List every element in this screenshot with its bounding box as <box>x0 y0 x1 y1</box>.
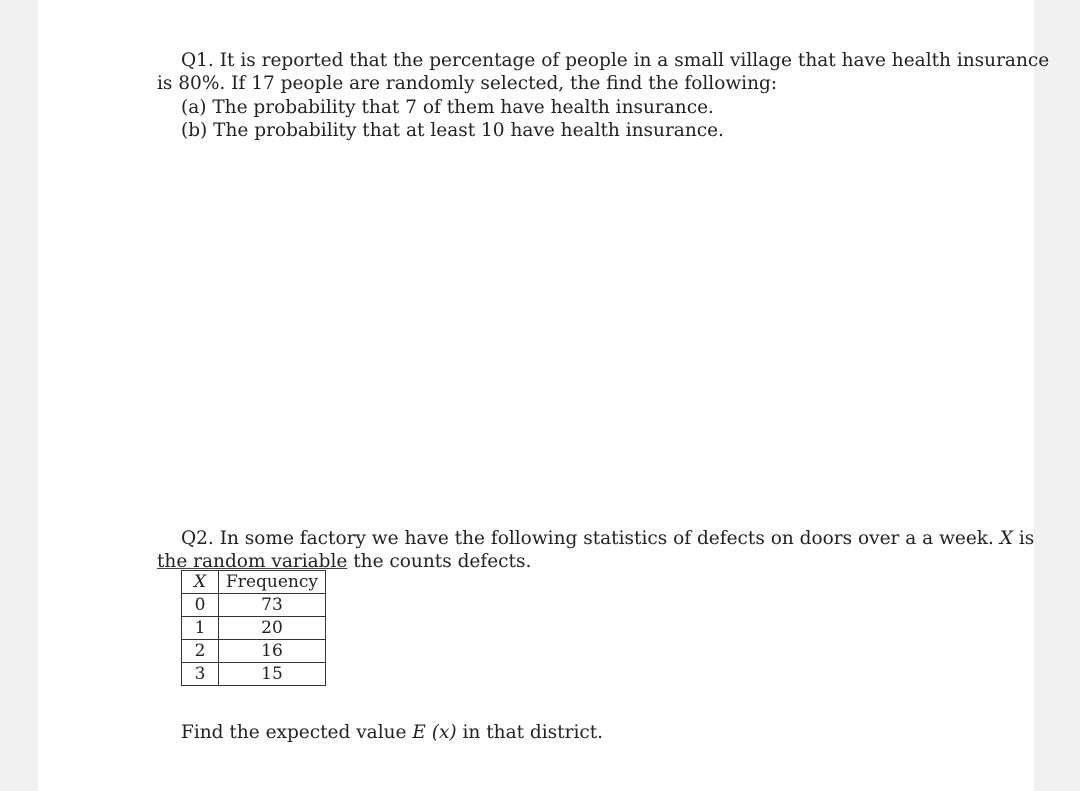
q2-find-text: Find the expected value <box>181 722 407 743</box>
q2-variable-x: X <box>999 528 1013 549</box>
cell-frequency: 15 <box>219 663 326 686</box>
cell-x: 2 <box>182 640 219 663</box>
table-row <box>182 663 326 686</box>
cell-x: 3 <box>182 663 219 686</box>
frequency-table <box>181 570 326 686</box>
q2-line-2-rest: the counts defects. <box>353 551 532 572</box>
q2-line-1-text: Q2. In some factory we have the following statistics of defects on doors over a a week. <box>181 528 994 549</box>
q2-expected-value-expr: E (x) <box>412 722 457 743</box>
cell-x: 0 <box>182 594 219 617</box>
header-x: X <box>182 571 219 594</box>
table-row <box>182 594 326 617</box>
document-page <box>38 0 1050 791</box>
table-row <box>182 640 326 663</box>
table-header-row <box>182 571 326 594</box>
table-row <box>182 617 326 640</box>
q1-part-b: (b) The probability that at least 10 have health insurance. <box>181 120 724 141</box>
cell-frequency: 16 <box>219 640 326 663</box>
cell-frequency: 73 <box>219 594 326 617</box>
q2-underlined-phrase: the random variable <box>157 551 348 572</box>
cell-x: 1 <box>182 617 219 640</box>
q2-line-1 <box>181 527 1034 550</box>
q1-line-2: is 80%. If 17 people are randomly selected, the find the following: <box>157 73 778 94</box>
q2-line-1-end: is <box>1018 528 1035 549</box>
cell-frequency: 20 <box>219 617 326 640</box>
q2-find-end: in that district. <box>462 722 604 743</box>
q1-part-a: (a) The probability that 7 of them have health insurance. <box>181 97 714 118</box>
q1-line-1: Q1. It is reported that the percentage of people in a small village that have health insurance <box>181 50 1050 71</box>
q2-find-line <box>181 721 603 744</box>
header-frequency: Frequency <box>219 571 326 594</box>
